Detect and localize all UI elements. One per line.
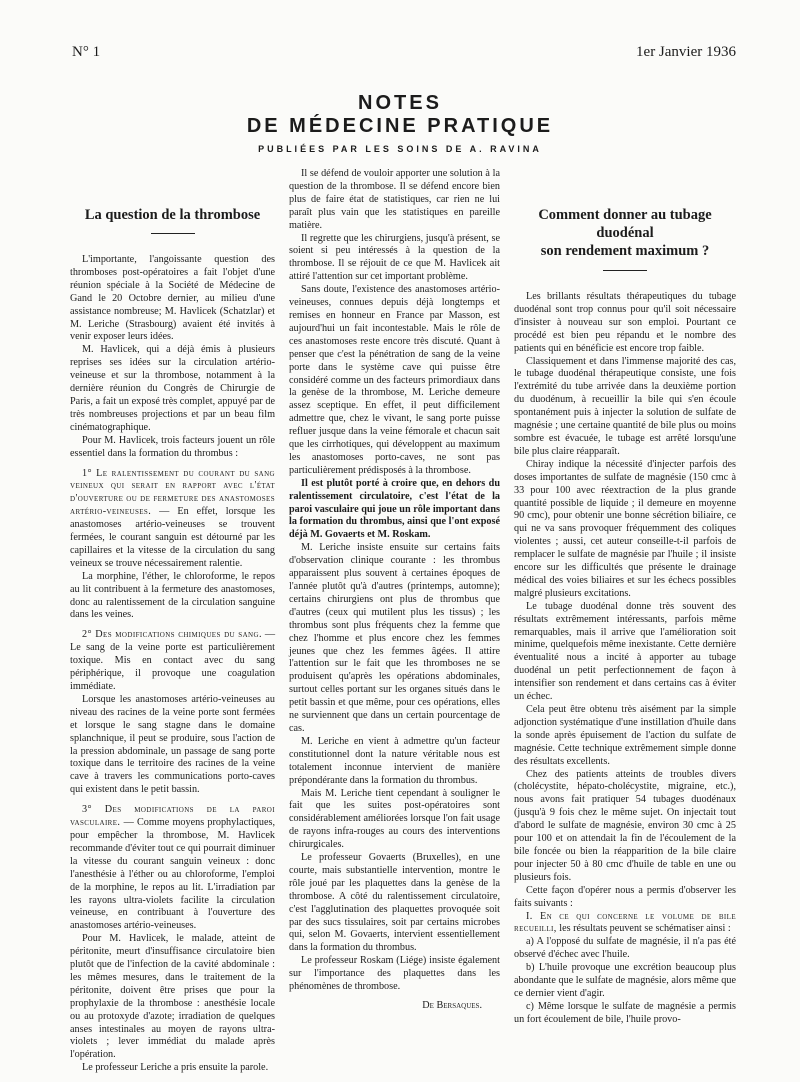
list-item: a) A l'opposé du sulfate de magnésie, il n'a pas été observé d'échec avec l'huile. <box>514 936 736 961</box>
section-i <box>514 911 736 937</box>
paragraph: Sans doute, l'existence des anastomoses artério-veineuses, connues depuis déjà longtemps et remises en honneur en France par Masson, est aujourd'hui un fait incontestable. Mais le rôle de ces anastomoses reste encore très discuté. Quant à penser que c'est la pénétration de sang de la veine porte dans le système cave qui puisse être considéré comme un des facteurs primordiaux dans la genèse de la thrombose, M. Leriche demeure assez sceptique. En effet, il peut difficilement admettre que, chez le vivant, le sang porte puisse refluer jusque dans la veine fémorale et chacun sait que les cirrhotiques, qui développent au maximum les anastomoses porto-caves, ne sont pas particulièrement prédisposés à la thrombose. <box>289 284 500 476</box>
column-3 <box>514 206 736 1027</box>
paragraph: M. Leriche insiste ensuite sur certains faits d'observation clinique courante : les thrombus apparaissent plus souvent à certaines époques de l'année plutôt qu'à d'autres (printemps, automne); certains chirurgiens ont plus de thrombus que d'autres (ceux qui mutilent plus les tissus) ; les thrombus sont plus fréquents chez la femme que chez l'homme et plus encore chez les femmes jeunes que chez les femmes âgées. Il attire l'attention sur le fait que les thromboses ne se produisent qu'après les opérations abdominales, surtout celles portant sur les organes situés dans le petit bassin et que même, pour ces opérations, elles ne surviennent que dans un certain pourcentage de cas. <box>289 542 500 734</box>
paragraph: Il regrette que les chirurgiens, jusqu'à présent, se soient si peu intéressés à la question de la thrombose. Il se réjouit de ce que M. Havlicek ait attiré l'attention sur cet important problème. <box>289 232 500 283</box>
paragraph: L'importante, l'angoissante question des thromboses post-opératoires a fait l'objet d'une réunion spéciale à la Société de Médecine de Gand le 20 Octobre dernier, au milieu d'une assistance nombreuse; M. Havlicek (Schatzlar) et M. Leriche (Strasbourg) avaient été invités à venir exposer leurs idées. <box>70 254 275 343</box>
paragraph: Mais M. Leriche tient cependant à souligner le fait que les suites post-opératoires sont considérablement améliorées lorsque l'on fait usage de rayons infra-rouges au cours des interventions chirurgicales. <box>289 787 500 851</box>
article-2-title-line-2: son rendement maximum ? <box>540 243 710 259</box>
section-3 <box>70 804 275 933</box>
paragraph: Le professeur Roskam (Liége) insiste également sur l'importance des plaquettes dans les phénomènes de thrombose. <box>289 955 500 993</box>
column-1 <box>70 206 275 1075</box>
paragraph: La morphine, l'éther, le chloroforme, le repos au lit contribuent à la fermeture des anastomoses, donc au ralentissement de la circulation sanguine dans les veines. <box>70 570 275 621</box>
article-1-title: La question de la thrombose <box>84 207 261 223</box>
paragraph: Cela peut être obtenu très aisément par la simple adjonction systématique d'une instillation d'huile dans la sonde après épuisement de l'action du sulfate de magnésie. Cette technique extrêmement simple donne des résultats excellents. <box>514 704 736 767</box>
paragraph: Les brillants résultats thérapeutiques du tubage duodénal sont trop connus pour qu'il soit nécessaire d'insister à nouveau sur son emploi. Pourtant ce procédé est bien peu répandu et le nombre des patients qui en bénéficie est encore trop faible. <box>514 291 736 354</box>
masthead-subtitle: PUBLIÉES PAR LES SOINS DE A. RAVINA <box>258 144 542 154</box>
section-1 <box>70 468 275 571</box>
paragraph: Le professeur Leriche a pris ensuite la parole. <box>82 1062 269 1074</box>
list-item: b) L'huile provoque une excrétion beaucoup plus abondante que le sulfate de magnésie, alors même que ce dernier vient d'agir. <box>514 962 736 999</box>
paragraph-emphasis: Il est plutôt porté à croire que, en dehors du ralentissement circulatoire, c'est l'état de la paroi vasculaire qui joue un rôle important dans la formation du thrombus, ainsi que l'ont exposé déjà M. Govaerts et M. Roskam. <box>289 477 500 541</box>
section-i-heading: I. En ce qui concerne le volume de bile recueilli, <box>514 910 736 935</box>
list-item: c) Même lorsque le sulfate de magnésie a permis un fort écoulement de bile, l'huile provo- <box>514 1000 736 1025</box>
paragraph: Pour M. Havlicek, le malade, atteint de péritonite, meurt d'insuffisance circulatoire bien plutôt que de l'infection de la cavité abdominale : les mêmes mesures, dans le traitement de la péritonite, doivent être prises que pour la prophylaxie de la thrombose : anesthésie locale ou au protoxyde d'azote; irradiation de quelques anses intestinales au moyen de rayons ultra-violets ; lever immédiat du malade après l'opération. <box>70 933 275 1061</box>
paragraph: Il se défend de vouloir apporter une solution à la question de la thrombose. Il se défend encore bien plus de faire état de statistiques, car rien ne lui paraît plus vain que les statistiques en pareille matière. <box>289 168 500 231</box>
issue-date: 1er Janvier 1936 <box>636 44 736 60</box>
section-3-text: — Comme moyens prophylactiques, pour empêcher la thrombose, M. Havlicek recommande d'éviter tout ce qui pourrait diminuer la vitesse du courant sanguin veineux : donc l'anesthésie à l'éther ou au chloroforme, l'emploi de la morphine, le repos au lit. L'irradiation par les rayons ultra-violets facilite la circulation veineuse, en contribuant à l'ouverture des anastomoses artério-veineuses. <box>70 817 275 932</box>
title-rule <box>151 233 195 234</box>
section-2 <box>70 629 275 694</box>
section-1-heading: 1° Le ralentissement du courant du sang veineux qui serait en rapport avec l'état d'ouverture ou de fermeture des anastomoses artério-veineuses. <box>70 467 275 518</box>
paragraph: Pour M. Havlicek, trois facteurs jouent un rôle essentiel dans la formation du thrombus : <box>70 434 275 459</box>
paragraph: M. Leriche en vient à admettre qu'un facteur constitutionnel dont la nature véritable nous est totalement inconnue intervient de manière prépondérante dans la formation du thrombus. <box>289 735 500 786</box>
paragraph: Classiquement et dans l'immense majorité des cas, le tubage duodénal thérapeutique consiste, une fois l'extrémité du tube arrivée dans la deuxième portion du duodénum, à recueillir la bile qui s'en écoule spontanément puis à injecter la solution de sulfate de magnésie ; une certaine quantité de bile plus ou moins sombre est évacuée, le tubage est arrêté lorsqu'une bile plus claire réapparaît. <box>514 355 736 457</box>
paragraph: Chiray indique la nécessité d'injecter parfois des doses importantes de sulfate de magnésie (150 cmc à 33 pour 100 avec réextraction de la plus grande quantité possible de liquide ; il demeure en moyenne 90 cmc), pour obtenir une bonne sécrétion biliaire, ce qui ne va sans provoquer fréquemment des coliques violentes ; aussi, cet auteur conseille-t-il parfois de remplacer le sulfate de magnésie par l'huile ; il insiste encore sur les difficultés que présente le drainage médical des voies biliaires et sur les échecs possibles malgré plusieurs excitations. <box>514 458 736 599</box>
masthead-line-2: DE MÉDECINE PRATIQUE <box>246 115 554 137</box>
paragraph: Lorsque les anastomoses artério-veineuses au niveau des racines de la veine porte sont fermées et lorsque le sang stagne dans le domaine splanchnique, il peut se produire, sous l'action de la pression abdominale, un passage de sang porte toxique dans le territoire des racines de la veine cave à travers les communications porto-caves qui existent dans le petit bassin. <box>70 693 275 796</box>
section-2-heading: 2° Des modifications chimiques du sang. <box>82 629 262 641</box>
masthead <box>0 92 800 154</box>
section-3-heading: 3° Des modifications de la paroi vasculaire. <box>70 804 275 829</box>
column-2 <box>289 168 500 1013</box>
paragraph: Le professeur Govaerts (Bruxelles), en une courte, mais substantielle intervention, montre le rôle joué par les plaquettes dans la genèse de la thrombose. A côté du ralentissement circulatoire, c'est l'agglutination des plaquettes provoquée soit par des sucs tissulaires, soit par certains microbes qui, selon M. Govaerts, intervient essentiellement dans la formation du thrombus. <box>289 852 500 954</box>
issue-number: N° 1 <box>72 44 101 60</box>
paragraph: Cette façon d'opérer nous a permis d'observer les faits suivants : <box>514 884 736 909</box>
section-1-text: — En effet, lorsque les anastomoses artério-veineuses se trouvent fermées, le courant sanguin est détourné par les capillaires et la vitesse de la circulation du sang veineux se trouve nécessairement ralentie. <box>70 506 275 569</box>
article-2-title <box>514 206 736 260</box>
section-2-text: — Le sang de la veine porte est particulièrement toxique. Mis en contact avec du sang périphérique, il provoque une coagulation immédiate. <box>70 629 276 692</box>
masthead-line-1: NOTES <box>358 92 442 114</box>
paragraph: Le tubage duodénal donne très souvent des résultats extrêmement intéressants, parfois même remarquables, mais il arrive que l'amélioration soit minime, quelquefois même inexistante. Cette dernière éventualité nous a incité à apporter au tubage duodénal un petit perfectionnement de façon à intensifier son rendement et dans certains cas à éviter un échec. <box>514 600 736 703</box>
author-signature: De Bersaques. <box>422 1000 482 1011</box>
section-i-text: les résultats peuvent se schématiser ainsi : <box>559 923 731 935</box>
paragraph: M. Havlicek, qui a déjà émis à plusieurs reprises ses idées sur la circulation artério-veineuse et sur la thrombose, notamment à la dernière réunion du Congrès de Chirurgie de Paris, a fait un exposé très complet, appuyé par de très nombreuses projections et par un beau film cinématographique. <box>70 344 275 433</box>
paragraph: Chez des patients atteints de troubles divers (cholécystite, hépato-cholécystite, migraine, etc.), nous avons fait pratiquer 54 tubages duodénaux (jusqu'à 9 fois chez le même sujet. On injectait tout d'abord le sulfate de magnésie, environ 30 cmc à 25 pour 100 et on attendait la fin de l'écoulement de la bile foncée ou bien la réapparition de la bile claire pour injecter 50 à 80 cmc d'huile de table en une ou plusieurs fois. <box>514 768 736 883</box>
article-2-title-line-1: Comment donner au tubage duodénal <box>538 207 712 241</box>
title-rule <box>603 270 647 271</box>
